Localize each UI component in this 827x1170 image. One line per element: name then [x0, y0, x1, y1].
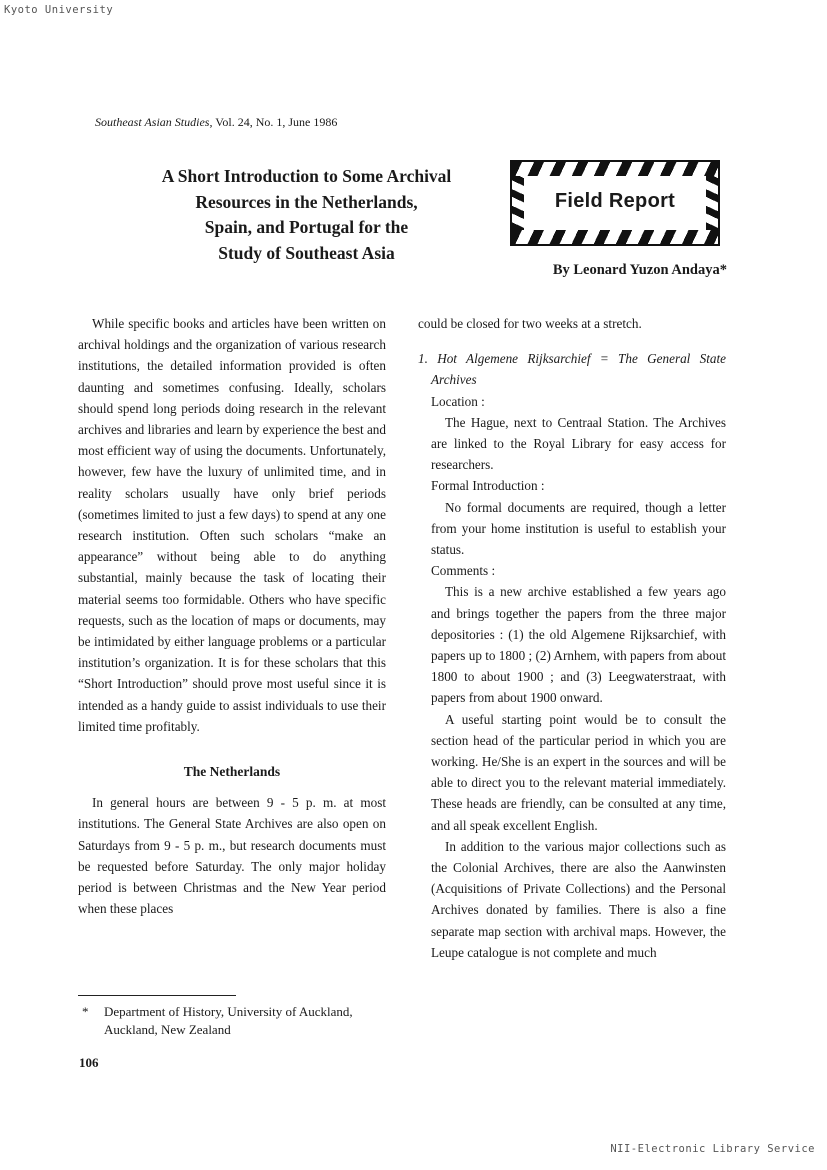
formal-introduction-label: Formal Introduction :: [431, 478, 545, 494]
starting-point-paragraph: A useful starting point would be to consult the section head of the particular period in which you are working. He/She is an expert in the sources and will be able to direct you to the relevant material immediately. These heads are friendly, can be consulted at any time, and all speak excellent English.: [431, 711, 726, 833]
location-text: The Hague, next to Centraal Station. The Archives are linked to the Royal Library for easy access for researchers.: [431, 414, 726, 473]
journal-issue: Vol. 24, No. 1, June 1986: [215, 115, 338, 129]
title-line: A Short Introduction to Some Archival: [161, 166, 452, 186]
right-column: [418, 313, 726, 963]
collections-paragraph: In addition to the various major collections such as the Colonial Archives, there are also the Aanwinsten (Acquisitions of Private Collections) and the Personal Archives donated by families. There is also a fine separate map section with archival maps. However, the Leupe catalogue is not complete and much: [431, 838, 726, 960]
left-column: [78, 313, 386, 919]
footnote: [82, 1003, 382, 1039]
title-line: Spain, and Portugal for the: [204, 217, 409, 237]
footnote-text: Department of History, University of Auckland, Auckland, New Zealand: [104, 1004, 353, 1037]
page-number: 106: [79, 1055, 99, 1070]
article-title: [140, 164, 473, 266]
author-byline: By Leonard Yuzon Andaya*: [552, 262, 727, 278]
badge-stripe-left: [512, 176, 524, 230]
watermark-kyoto-university: Kyoto University: [4, 4, 114, 16]
entry-heading-general-state-archives: 1. Hot Algemene Rijksarchief = The General State Archives: [418, 351, 726, 388]
comments-text: This is a new archive established a few years ago and brings together the papers from the three major depositories : (1) the old Algemene Rijksarchief, with papers up to 1800 ; (2) Arnhem, with papers from about 1800 to about 1900 ; and (3) Leegwaterstraat, with papers from about 1900 onward.: [431, 584, 726, 706]
field-report-badge: [510, 160, 720, 246]
title-line: Resources in the Netherlands,: [195, 191, 418, 212]
footnote-mark: *: [82, 1004, 89, 1019]
comments-label: Comments :: [431, 563, 496, 579]
intro-paragraph: While specific books and articles have been written on archival holdings and the organization of various research institutions, the detailed information provided is often daunting and sometimes confusing. Ideally, scholars should spend long periods doing research in the relevant archives and libraries and learn by experience the best and most efficient way of using the documents. Unfortunately, however, few have the luxury of unlimited time, and in reality scholars usually have only brief periods (sometimes limited to just a few days) to spend at any one research institution. Often such scholars “make an appearance” without being able to do anything substantial, mainly because the task of locating their material seems too formidable. Others who have specific requests, such as the location of maps or documents, may be intimidated by either language problems or a particular institution’s organization. It is for these scholars that this “Short Introduction” should prove most useful since it is intended as a handy guide to assist individuals to use their limited time profitably.: [78, 316, 386, 734]
badge-stripe-bottom: [512, 230, 718, 244]
formal-introduction-text: No formal documents are required, though a letter from your home institution is useful to establish your status.: [431, 499, 726, 558]
footnote-divider: [78, 995, 236, 996]
netherlands-paragraph: In general hours are between 9 - 5 p. m. at most institutions. The General State Archives are also open on Saturdays from 9 - 5 p. m., but research documents must be requested before Saturday. The only major holiday period is between Christmas and the New Year period when these places: [78, 795, 386, 917]
badge-stripe-top: [512, 162, 718, 176]
section-heading-netherlands: The Netherlands: [183, 764, 281, 780]
journal-name: Southeast Asian Studies,: [95, 115, 213, 129]
continuation-text: could be closed for two weeks at a stretch.: [418, 316, 642, 331]
title-line: Study of Southeast Asia: [218, 242, 395, 263]
watermark-nii-service: NII-Electronic Library Service: [610, 1143, 815, 1155]
journal-citation: [95, 115, 337, 130]
badge-label: Field Report: [554, 190, 676, 212]
location-label: Location :: [431, 393, 485, 409]
badge-stripe-right: [706, 176, 718, 230]
